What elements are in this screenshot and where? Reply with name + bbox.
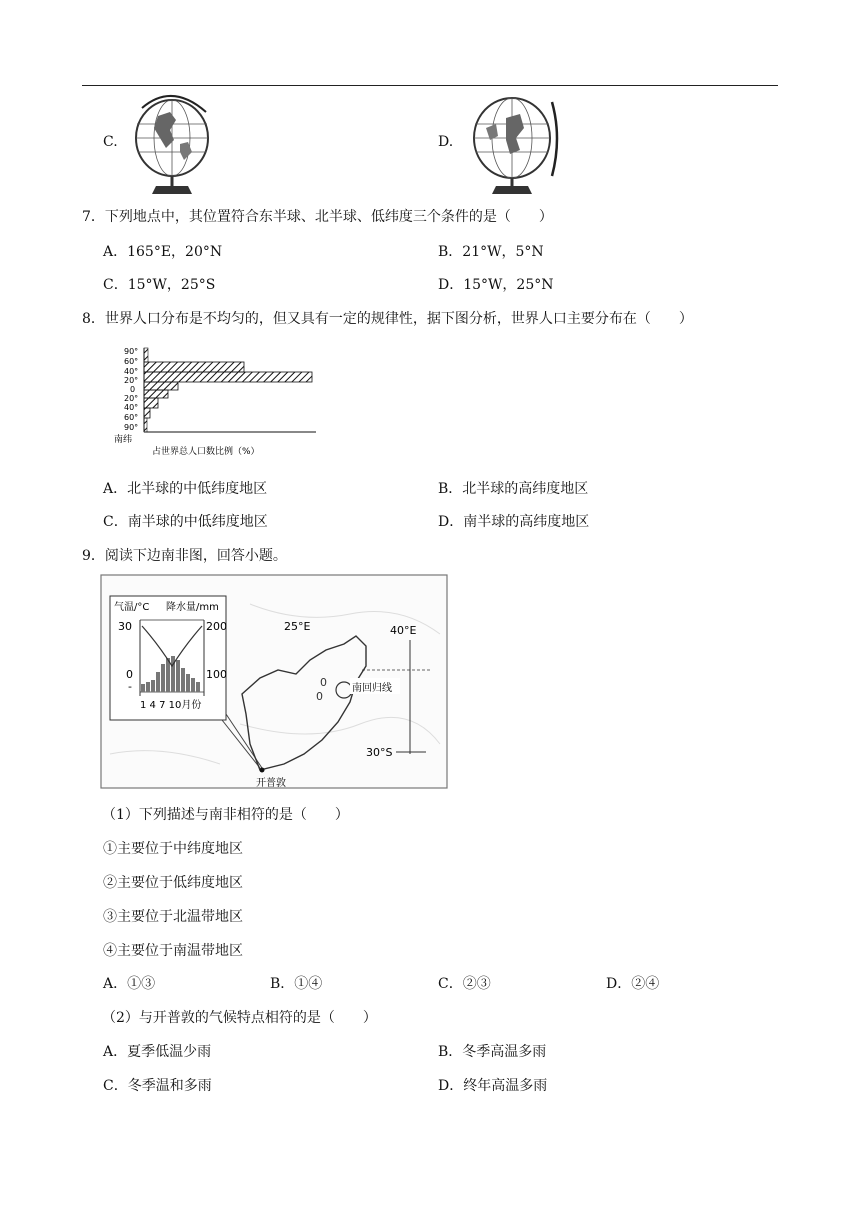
bar-20-0N <box>144 382 178 390</box>
q9-sub1-item-4: ④主要位于南温带地区 <box>103 943 243 959</box>
south-label: 南纬 <box>114 435 133 445</box>
q8-option-c[interactable]: C．南半球的中低纬度地区 <box>103 514 268 530</box>
bar-40-20N <box>144 372 312 382</box>
q7-stem: 7．下列地点中，其位置符合东半球、北半球、低纬度三个条件的是（ ） <box>82 209 553 225</box>
q9-sub1-option-b[interactable]: B．①④ <box>270 976 323 992</box>
q9-sub2-option-c[interactable]: C．冬季温和多雨 <box>103 1078 212 1094</box>
q9-sub1-option-d[interactable]: D．②④ <box>606 976 660 992</box>
precip-tick-100: 100 <box>206 668 227 681</box>
bar-40-60S <box>144 408 150 418</box>
lon-25e: 25°E <box>284 620 311 633</box>
q9-sub2-stem: （2）与开普敦的气候特点相符的是（ ） <box>102 1010 377 1026</box>
lat-tick-2: 40° <box>124 367 139 376</box>
lat-30s: 30°S <box>366 746 393 759</box>
q8-option-b[interactable]: B．北半球的高纬度地区 <box>438 481 589 497</box>
q8-stem: 8．世界人口分布是不均匀的，但又具有一定的规律性，据下图分析，世界人口主要分布在（ ） <box>82 311 693 327</box>
q9-sub1-stem: （1）下列描述与南非相符的是（ ） <box>102 807 349 823</box>
bar-0-20S <box>144 390 168 398</box>
q7-option-b[interactable]: B．21°W，5°N <box>438 244 544 260</box>
tropic-label: 南回归线 <box>352 683 392 694</box>
svg-text:0: 0 <box>320 676 327 689</box>
lat-tick-6: 40° <box>124 403 139 412</box>
bar-20-40S <box>144 398 158 408</box>
q9-sub1-item-2: ②主要位于低纬度地区 <box>103 875 243 891</box>
lat-tick-4: 0 <box>130 385 136 394</box>
globe-c-image <box>130 88 214 200</box>
svg-text:0: 0 <box>316 690 323 703</box>
q9-sub2-option-d[interactable]: D．终年高温多雨 <box>438 1078 548 1094</box>
temp-tick-neg: - <box>128 680 132 693</box>
q7-option-c[interactable]: C．15°W，25°S <box>103 277 216 293</box>
q8-option-d[interactable]: D．南半球的高纬度地区 <box>438 514 590 530</box>
bar-60-40N <box>144 362 244 372</box>
q9-sub1-option-c[interactable]: C．②③ <box>438 976 491 992</box>
temp-axis-label: 气温/°C <box>114 602 150 613</box>
prev-option-c: C. <box>103 134 118 150</box>
bar-90-60N <box>144 348 148 362</box>
lat-tick-1: 60° <box>124 357 139 366</box>
q9-sub2-option-a[interactable]: A．夏季低温少雨 <box>103 1044 212 1060</box>
lat-tick-8: 90° <box>124 423 139 432</box>
precip-axis-label: 降水量/mm <box>166 602 219 613</box>
precip-tick-200: 200 <box>206 620 227 633</box>
lat-tick-7: 60° <box>124 413 139 422</box>
temp-tick-30: 30 <box>118 620 132 633</box>
lat-tick-3: 20° <box>124 376 139 385</box>
lat-tick-5: 20° <box>124 394 139 403</box>
q9-sub1-item-1: ①主要位于中纬度地区 <box>103 841 243 857</box>
lat-tick-0: 90° <box>124 347 139 356</box>
prev-option-d: D. <box>438 134 454 150</box>
q9-sub1-option-a[interactable]: A．①③ <box>103 976 156 992</box>
bar-60-90S <box>144 418 147 432</box>
q9-stem: 9．阅读下边南非图，回答小题。 <box>82 548 287 564</box>
month-labels: 1 4 7 10月份 <box>140 700 202 711</box>
cape-town-label: 开普敦 <box>256 778 286 789</box>
lon-40e: 40°E <box>390 624 417 637</box>
south-africa-map <box>100 574 448 790</box>
temp-tick-0: 0 <box>126 668 133 681</box>
q9-sub1-item-3: ③主要位于北温带地区 <box>103 909 243 925</box>
header-rule <box>82 85 778 86</box>
population-latitude-chart <box>112 342 332 462</box>
q7-option-a[interactable]: A．165°E，20°N <box>103 244 223 260</box>
q8-option-a[interactable]: A．北半球的中低纬度地区 <box>103 481 268 497</box>
globe-d-image <box>466 88 562 200</box>
q9-sub2-option-b[interactable]: B．冬季高温多雨 <box>438 1044 547 1060</box>
chart-xlabel: 占世界总人口数比例（%） <box>152 447 260 457</box>
q7-option-d[interactable]: D．15°W，25°N <box>438 277 554 293</box>
